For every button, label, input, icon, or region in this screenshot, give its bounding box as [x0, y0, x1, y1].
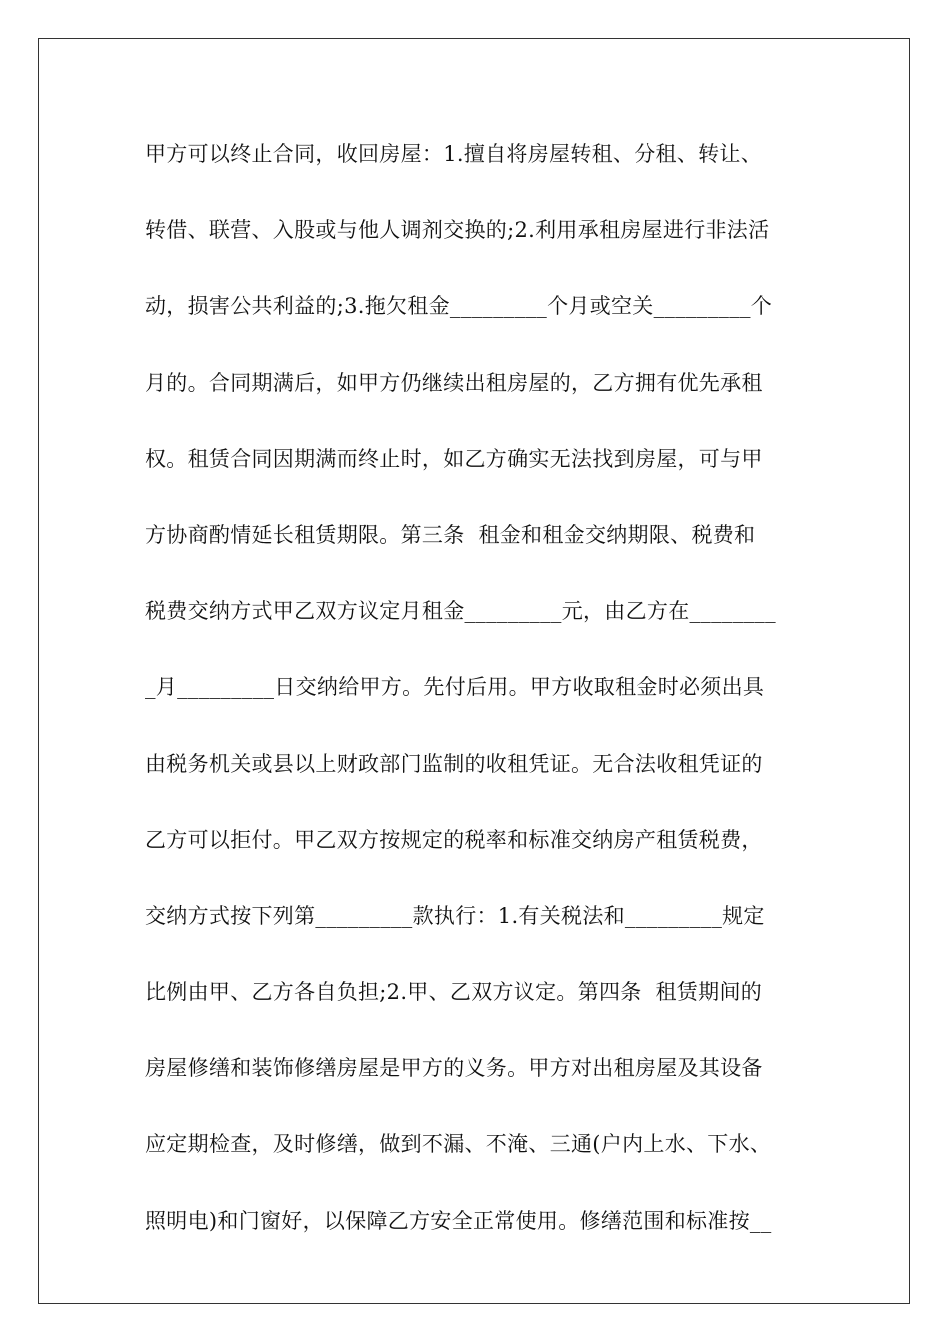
document-body: [145, 128, 810, 1271]
text-line: 转借、联营、入股或与他人调剂交换的;2.利用承租房屋进行非法活: [145, 218, 770, 243]
text-line: 交纳方式按下列第_________款执行：1.有关税法和_________规定: [145, 903, 765, 928]
text-line: 比例由甲、乙方各自负担;2.甲、乙双方议定。第四条 租赁期间的: [145, 980, 763, 1005]
text-line: 方协商酌情延长租赁期限。第三条 租金和租金交纳期限、税费和: [145, 522, 756, 547]
text-line: 乙方可以拒付。甲乙双方按规定的税率和标准交纳房产租赁税费，: [145, 827, 763, 852]
text-line: 甲方可以终止合同，收回房屋：1.擅自将房屋转租、分租、转让、: [145, 142, 763, 166]
text-line: 由税务机关或县以上财政部门监制的收租凭证。无合法收租凭证的: [145, 751, 763, 776]
text-line: 动，损害公共利益的;3.拖欠租金_________个月或空关_________个: [145, 294, 773, 319]
text-line: 房屋修缮和装饰修缮房屋是甲方的义务。甲方对出租房屋及其设备: [145, 1056, 763, 1081]
text-line: 权。租赁合同因期满而终止时，如乙方确实无法找到房屋，可与甲: [145, 446, 763, 471]
text-line: 月的。合同期满后，如甲方仍继续出租房屋的，乙方拥有优先承租: [145, 370, 763, 395]
text-line: 税费交纳方式甲乙双方议定月租金_________元，由乙方在________: [145, 599, 776, 624]
text-line: 照明电)和门窗好，以保障乙方安全正常使用。修缮范围和标准按__: [145, 1208, 772, 1233]
text-line: _月_________日交纳给甲方。先付后用。甲方收取租金时必须出具: [145, 675, 765, 700]
text-line: 应定期检查，及时修缮，做到不漏、不淹、三通(户内上水、下水、: [145, 1132, 772, 1157]
